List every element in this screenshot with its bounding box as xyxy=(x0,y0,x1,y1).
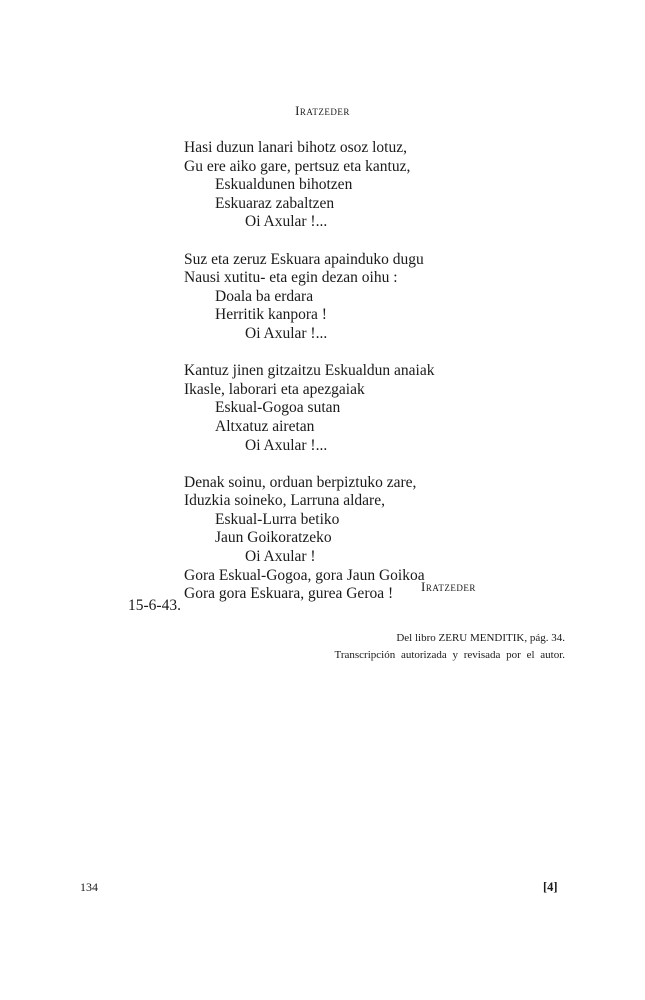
poem-line: Gora gora Eskuara, gurea Geroa ! xyxy=(184,585,394,603)
chapter-reference: [4] xyxy=(543,880,558,894)
poem-line: Iduzkia soineko, Larruna aldare, xyxy=(184,492,385,510)
source-line-1: Del libro ZERU MENDITIK, pág. 34. xyxy=(396,632,565,644)
poem-title: Iratzeder xyxy=(295,103,350,118)
poem-refrain: Oi Axular !... xyxy=(245,324,328,342)
poem-line: Kantuz jinen gitzaitzu Eskualdun anaiak xyxy=(184,362,435,380)
page-number: 134 xyxy=(80,880,98,894)
stanza-1 xyxy=(184,139,435,232)
stanza-2 xyxy=(184,251,435,344)
poem-line: Eskuaraz zabaltzen xyxy=(215,194,335,212)
source-line-2: Transcripción autorizada y revisada por el autor. xyxy=(334,649,565,661)
stanza-3 xyxy=(184,362,435,455)
author-signature: Iratzeder xyxy=(421,579,476,594)
poem-line: Doala ba erdara xyxy=(215,287,314,305)
poem-line: Ikasle, laborari eta apezgaiak xyxy=(184,380,365,398)
poem-refrain: Oi Axular !... xyxy=(245,436,328,454)
poem-line: Eskual-Lurra betiko xyxy=(215,510,340,528)
poem-date: 15-6-43. xyxy=(128,597,181,614)
poem-line: Jaun Goikoratzeko xyxy=(215,529,332,547)
poem-line: Hasi duzun lanari bihotz osoz lotuz, xyxy=(184,139,407,156)
poem-body xyxy=(184,139,435,604)
poem-line: Nausi xutitu- eta egin dezan oihu : xyxy=(184,269,398,287)
poem-line: Altxatuz airetan xyxy=(215,417,315,435)
poem-line: Herritik kanpora ! xyxy=(215,306,327,324)
poem-line: Eskual-Gogoa sutan xyxy=(215,399,341,417)
stanza-4 xyxy=(184,474,435,604)
poem-refrain: Oi Axular ! xyxy=(245,548,316,566)
poem-line: Denak soinu, orduan berpiztuko zare, xyxy=(184,473,417,491)
poem-line: Suz eta zeruz Eskuara apainduko dugu xyxy=(184,250,424,268)
poem-refrain: Oi Axular !... xyxy=(245,213,328,231)
poem-line: Gora Eskual-Gogoa, gora Jaun Goikoa xyxy=(184,566,425,584)
poem-line: Gu ere aiko gare, pertsuz eta kantuz, xyxy=(184,157,411,175)
poem-line: Eskualdunen bihotzen xyxy=(215,176,353,194)
source-note xyxy=(335,630,566,664)
